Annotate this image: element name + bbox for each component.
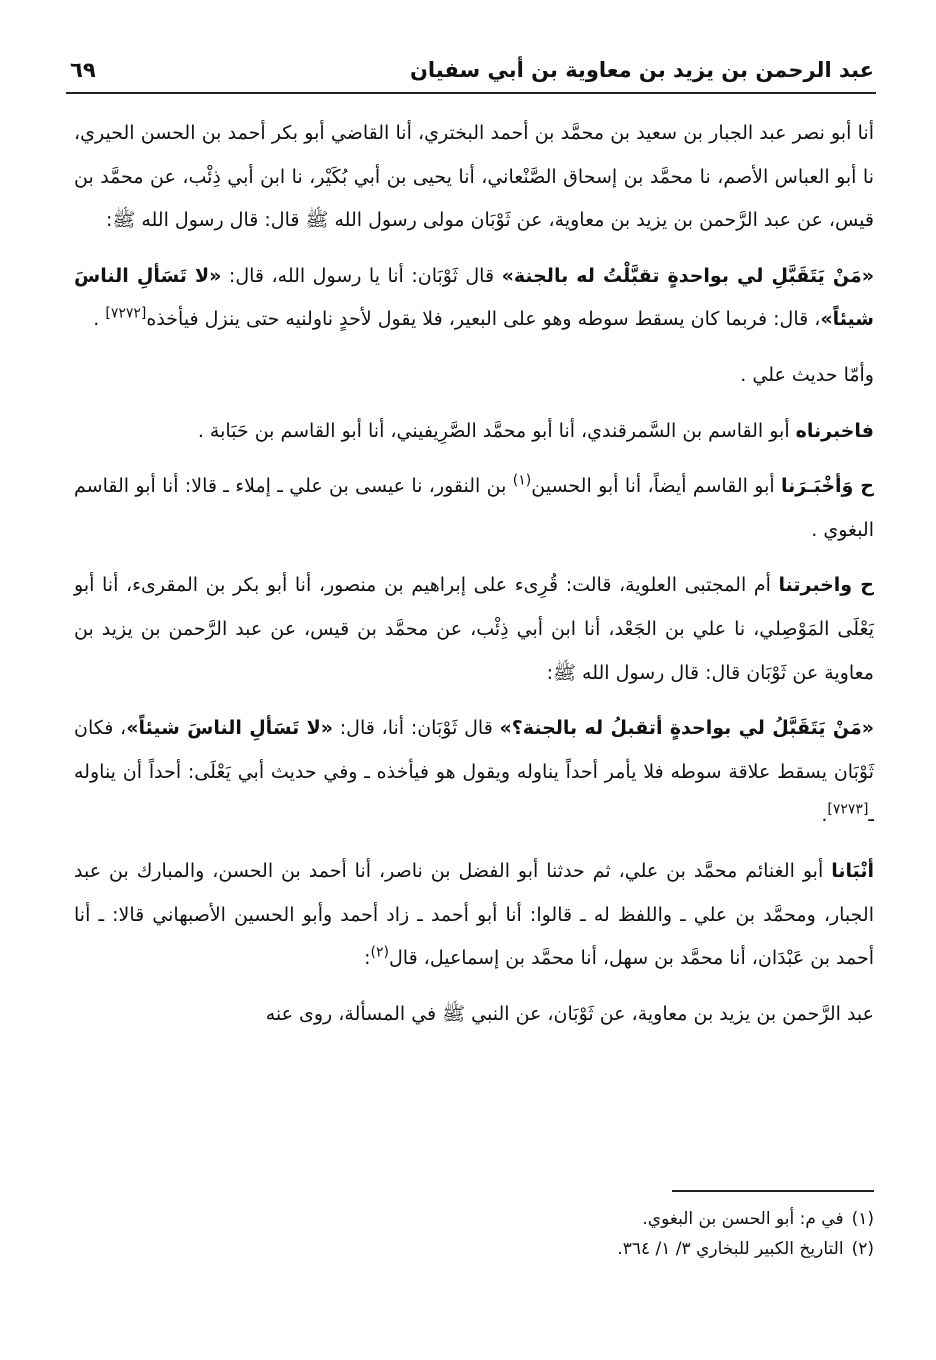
running-title: عبد الرحمن بن يزيد بن معاوية بن أبي سفيان (410, 58, 874, 82)
transmission-term: ح وَأخْبَـرَنا (781, 475, 874, 498)
paragraph-text: أبو القاسم أيضاً، أنا أبو الحسين (531, 475, 781, 498)
paragraph-end: : (364, 947, 371, 970)
paragraph-text: أم المجتبى العلوية، قالت: قُرِىء على إبراهيم بن منصور، أنا أبو بكر بن المقرىء، أنا أبو يَعْلَى المَوْصِلي، نا علي بن الجَعْد، أنا ابن أبي ذِئْب، عن محمَّد بن قيس، عن عبد الرَّحمن بن يزيد بن معاوية عن ثَوْبَان قال: قال رسول الله ﷺ: (74, 574, 874, 684)
paragraph-text: عبد الرَّحمن بن يزيد بن معاوية، عن ثَوْبَان، عن النبي ﷺ في المسألة، روى عنه (265, 1002, 874, 1025)
header-rule (66, 92, 876, 94)
footnote-item (74, 1234, 874, 1264)
paragraph-isnad-5 (74, 850, 874, 981)
paragraph-hadith-1 (74, 255, 874, 342)
footnote-item (74, 1204, 874, 1234)
hadith-quote: «مَنْ يَتَقَبَّلُ لي بواحدةٍ أتقبلُ له بالجنة؟» (499, 717, 874, 740)
paragraph-isnad-1 (74, 112, 874, 243)
main-text (74, 112, 874, 1048)
footnote-marker: (٢) (370, 944, 389, 961)
paragraph-text: أبو القاسم بن السَّمرقندي، أنا أبو محمَّد الصَّرِيفيني، أنا أبو القاسم بن حَبَابة . (197, 419, 796, 442)
paragraph-hadith-2 (74, 707, 874, 838)
paragraph-text: قال ثَوْبَان: أنا يا رسول الله، قال: (221, 264, 502, 287)
transmission-term: فاخبرناه (795, 419, 874, 442)
paragraph-text: أنا أبو نصر عبد الجبار بن سعيد بن محمَّد بن أحمد البختري، أنا القاضي أبو بكر أحمد بن الحسن الحيري، نا أبو العباس الأصم، نا محمَّد بن إسحاق الصَّنْعاني، أنا يحيى بن أبي بُكَيْر، نا ابن أبي ذِئْب، عن محمَّد بن قيس، عن عبد الرَّحمن بن يزيد بن معاوية، عن ثَوْبَان مولى رسول الله ﷺ قال: قال رسول الله ﷺ: (74, 122, 874, 232)
paragraph-isnad-2 (74, 410, 874, 454)
page-number: ٦٩ (70, 58, 96, 82)
paragraph-text: ، فكان ثَوْبَان يسقط علاقة سوطه فلا يأمر أحداً يناوله ويقول هو فيأخذه ـ وفي حديث أبي يَعْلَى: أحداً أن يناوله ـ (74, 717, 874, 827)
footnote-text: التاريخ الكبير للبخاري ٣/ ١/ ٣٦٤. (617, 1239, 844, 1259)
footnote-rule (672, 1190, 874, 1192)
footnote-number: (١) (851, 1209, 874, 1229)
hadith-number: [٧٢٧٣] (827, 801, 869, 818)
footnotes (74, 1204, 874, 1264)
paragraph-text: أبو الغنائم محمَّد بن علي، ثم حدثنا أبو الفضل بن ناصر، أنا أحمد بن الحسن، والمبارك بن عبد الجبار، ومحمَّد بن علي ـ واللفظ له ـ قالوا: أنا أبو أحمد ـ زاد أحمد وأبو الحسين الأصبهاني قالا: ـ أنا أحمد بن عَبْدَان، أنا محمَّد بن سهل، أنا محمَّد بن إسماعيل، قال (74, 859, 874, 970)
paragraph-section-heading (74, 354, 874, 398)
footnote-marker: (١) (512, 472, 532, 489)
footnote-number: (٢) (851, 1239, 874, 1259)
paragraph-isnad-3 (74, 465, 874, 552)
transmission-term: ح واخبرتنا (778, 574, 874, 597)
paragraph-end: . (93, 308, 106, 331)
paragraph-isnad-4 (74, 564, 874, 695)
footnote-text: في م: أبو الحسن بن البغوي. (642, 1209, 844, 1229)
paragraph-text: ، قال: فربما كان يسقط سوطه وهو على البعير، فلا يقول لأحدٍ ناولنيه حتى ينزل فيأخذه (146, 308, 821, 331)
paragraph-text: قال ثَوْبَان: أنا، قال: (333, 717, 500, 740)
page-header (70, 52, 874, 88)
hadith-quote: «لا تَسَألِ الناسَ شيئاً» (74, 264, 874, 331)
paragraph-text: وأمّا حديث علي . (740, 363, 874, 386)
paragraph-end: . (821, 804, 828, 827)
hadith-quote: «لا تَسَألِ الناسَ شيئاً» (126, 717, 334, 740)
transmission-term: أنْبَانا (831, 859, 874, 882)
paragraph-quotation (74, 993, 874, 1037)
paragraph-text: بن النقور، نا عيسى بن علي ـ إملاء ـ قالا: أنا أبو القاسم البغوي . (74, 475, 874, 541)
hadith-quote: «مَنْ يَتَقَبَّلِ لي بواحدةٍ تقبَّلْتُ له بالجنة» (501, 264, 874, 287)
hadith-number: [٧٢٧٢] (105, 306, 147, 323)
